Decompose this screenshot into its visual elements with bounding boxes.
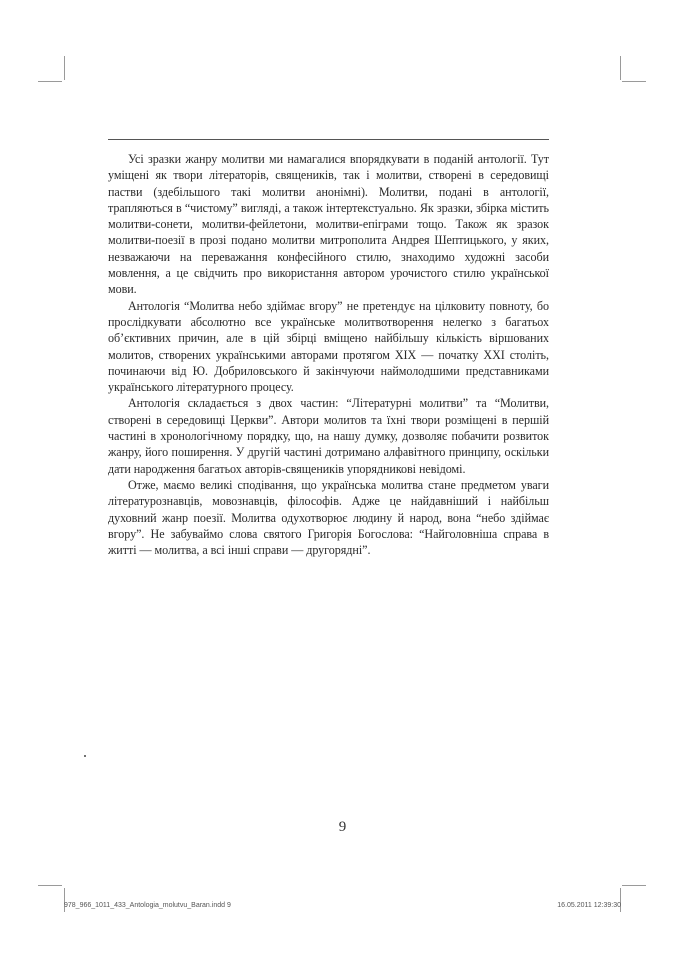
page-number: 9 <box>338 819 347 835</box>
crop-mark-bottom-left-horizontal <box>38 885 62 886</box>
crop-mark-top-right-horizontal <box>622 81 646 82</box>
crop-mark-top-left-horizontal <box>38 81 62 82</box>
crop-mark-top-left-vertical <box>64 56 65 80</box>
print-slug-filename: 978_966_1011_433_Antologia_molutvu_Baran.indd 9 <box>64 902 231 909</box>
paragraph: Антологія “Молитва небо здіймає вгору” не претендує на цілковиту повноту, бо прослідкувати абсолютно все українське молитвотворення нелегко з багатьох об’єктивних причин, але в цій збірці вміщено найбільшу кількість віршованих молитов, створених українськими авторами протягом ХІХ — початку ХХІ століть, починаючи від Ю. Добриловського й закінчуючи наймолодшими представниками українського літературного процесу. <box>108 298 549 395</box>
stray-mark <box>84 755 86 757</box>
crop-mark-bottom-right-horizontal <box>622 885 646 886</box>
header-rule <box>108 139 549 140</box>
paragraph: Отже, маємо великі сподівання, що українська молитва стане предметом уваги літературознавців, мовознавців, філософів. Адже це найдавніший і найбільш духовний жанр поезії. Молитва одухотворює людину й народ, вона “небо здіймає вгору”. Не забуваймо слова святого Григорія Богослова: “Найголовніша справа в житті — молитва, а всі інші справи — другорядні”. <box>108 477 549 558</box>
paragraph: Антологія складається з двох частин: “Літературні молитви” та “Молитви, створені в середовищі Церкви”. Автори молитов та їхні твори розміщені в першій частині в хронологічному порядку, що, на нашу думку, дозволяє побачити розвиток жанру, його поширення. У другій частині дотримано алфавітного принципу, оскільки дати народження багатьох авторів-священиків упорядникові невідомі. <box>108 396 549 476</box>
print-slug-timestamp: 16.05.2011 12:39:30 <box>557 902 621 909</box>
paragraph: Усі зразки жанру молитви ми намагалися впорядкувати в поданій антології. Тут уміщені як твори літераторів, священиків, так і молитви, створені в середовищі пастви (здебільшого такі молитви анонімні). Молитви, подані в антології, трапляються в “чистому” вигляді, а також інтертекстуально. Як зразки, збірка містить молитви-сонети, молитви-фейлетони, молитви-епіграми тощо. Також як зразок молитви-поезії в прозі подано молитви митрополита Андрея Шептицького, у яких, незважаючи на переважання конфесійного стилю, знаходимо художні засоби мовлення, а це свідчить про використання автором урочистого стилю української мови. <box>108 152 549 297</box>
crop-mark-top-right-vertical <box>620 56 621 80</box>
body-text <box>108 151 549 558</box>
